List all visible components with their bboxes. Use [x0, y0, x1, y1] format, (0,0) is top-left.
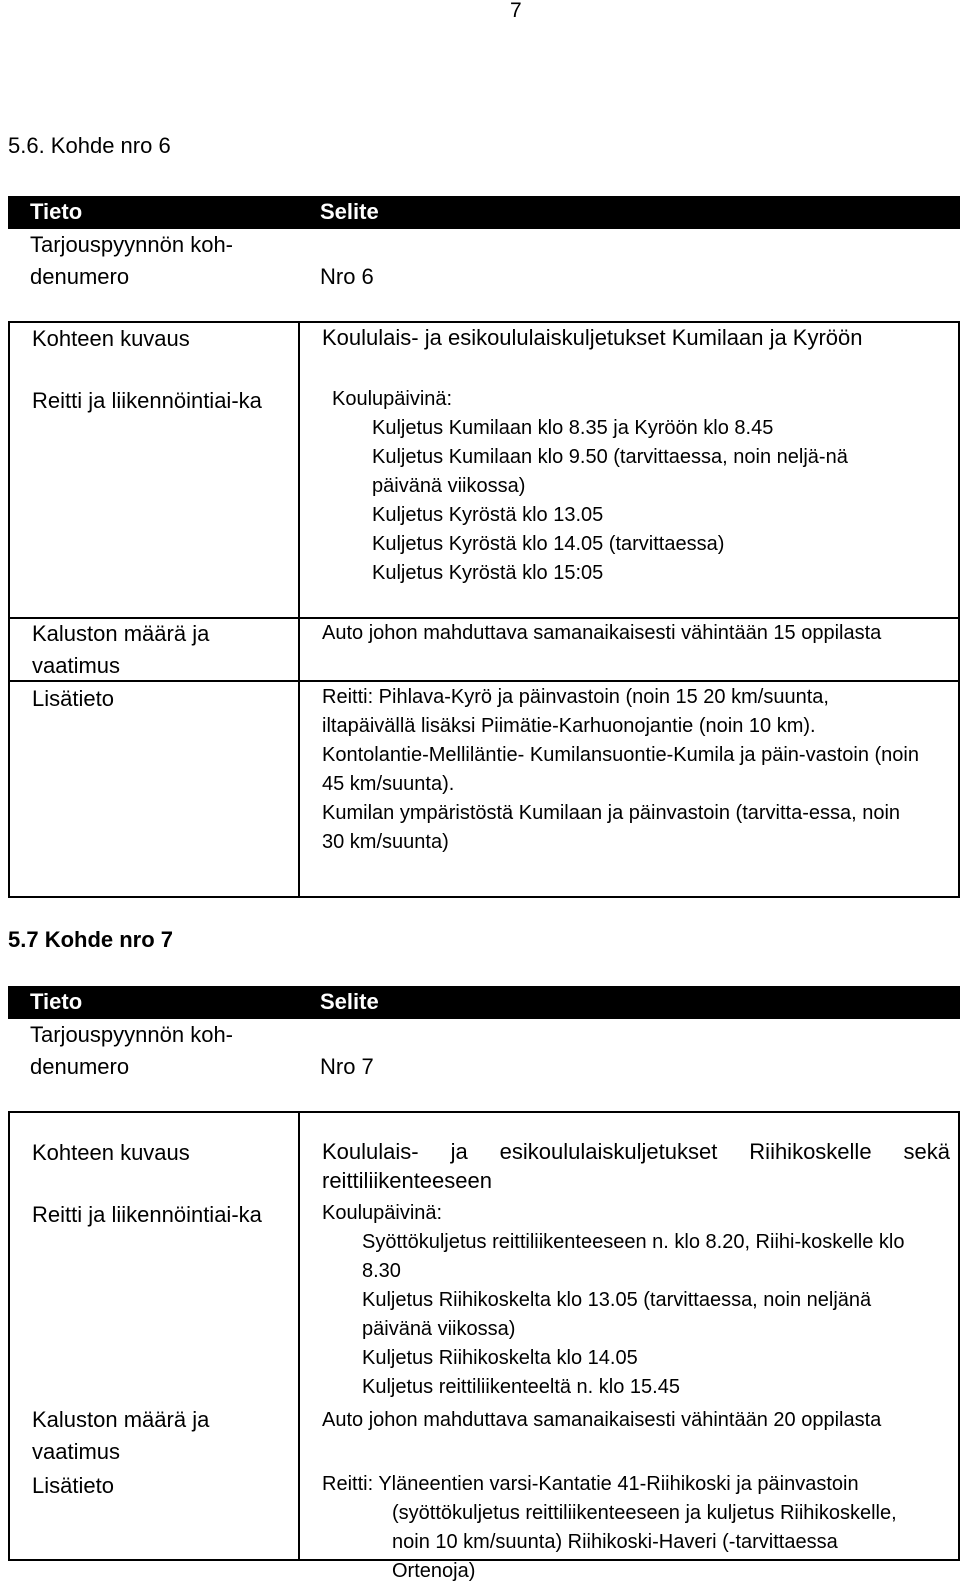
- value-reitti: [332, 385, 932, 588]
- row-tarjouspyynto: [8, 1019, 960, 1111]
- value-kaluston-maara: Auto johon mahduttava samanaikaisesti vähintään 15 oppilasta: [322, 622, 882, 644]
- header-tieto: Tieto: [30, 989, 83, 1014]
- value-kaluston-maara: Auto johon mahduttava samanaikaisesti vähintään 20 oppilasta: [322, 1409, 882, 1431]
- label-kaluston-maara: Kaluston määrä ja vaatimus: [32, 621, 210, 678]
- kuljetus-line: Kuljetus Kyröstä klo 14.05 (tarvittaessa): [372, 533, 725, 555]
- value-kohteen-kuvaus: Koululais- ja esikoululaiskuljetukset Kumilaan ja Kyröön: [322, 325, 863, 350]
- table-body-framed: [8, 1111, 960, 1582]
- value-kohteen-kuvaus: Koululais- ja esikoululaiskuljetukset Riihikoskelle sekä reittiliikenteeseen: [322, 1139, 950, 1193]
- label-reitti: Reitti ja liikennöintiai-ka: [32, 388, 262, 413]
- section-title-kohde-7: 5.7 Kohde nro 7: [8, 927, 174, 952]
- kuljetus-line: Kuljetus Riihikoskelta klo 14.05: [362, 1347, 638, 1369]
- label-lisatieto: Lisätieto: [32, 686, 114, 711]
- page-number: 7: [510, 0, 522, 22]
- section-title-kohde-6: 5.6. Kohde nro 6: [8, 133, 171, 158]
- table-kohde-7: [8, 986, 960, 1582]
- value-nro: Nro 7: [320, 1054, 374, 1079]
- value-nro: Nro 6: [320, 264, 374, 289]
- value-reitti: [322, 1199, 922, 1402]
- lisatieto-paragraph: Kontolantie-Melliläntie- Kumilansuontie-Kumila ja päin-vastoin (noin 45 km/suunta).: [322, 744, 919, 795]
- label-kohteen-kuvaus: Kohteen kuvaus: [32, 1140, 190, 1165]
- label-tarjouspyynto: Tarjouspyynnön koh-denumero: [30, 1022, 234, 1079]
- table-header: [8, 986, 960, 1019]
- label-tarjouspyynto: Tarjouspyynnön koh-denumero: [30, 232, 234, 289]
- kuljetus-line: Kuljetus Kumilaan klo 8.35 ja Kyröön klo 8.45: [372, 417, 774, 439]
- label-lisatieto: Lisätieto: [32, 1473, 114, 1498]
- label-kohteen-kuvaus: Kohteen kuvaus: [32, 326, 190, 351]
- kuljetus-line: Syöttökuljetus reittiliikenteeseen n. klo 8.20, Riihi-koskelle klo 8.30: [362, 1231, 905, 1282]
- value-lisatieto: [322, 683, 922, 857]
- row-tarjouspyynto: [8, 229, 960, 321]
- table-body-framed: [8, 321, 960, 898]
- kuljetus-line: Kuljetus Kyröstä klo 15:05: [372, 562, 604, 584]
- kuljetus-line: Kuljetus Kumilaan klo 9.50 (tarvittaessa, noin neljä-nä päivänä viikossa): [372, 446, 848, 497]
- lisatieto-paragraph: Kumilan ympäristöstä Kumilaan ja päinvastoin (tarvitta-essa, noin 30 km/suunta): [322, 802, 901, 853]
- table-header: [8, 196, 960, 229]
- koulupaivina-label: Koulupäivinä:: [322, 1202, 443, 1224]
- label-kaluston-maara: Kaluston määrä ja vaatimus: [32, 1407, 210, 1464]
- koulupaivina-label: Koulupäivinä:: [332, 388, 453, 410]
- kuljetus-line: Kuljetus reittiliikenteeltä n. klo 15.45: [362, 1376, 680, 1398]
- lisatieto-paragraph: Reitti: Yläneentien varsi-Kantatie 41-Riihikoski ja päinvastoin (syöttökuljetus reittiliikenteeseen ja kuljetus Riihikoskelle, noin 10 km/suunta) Riihikoski-Haveri (-tarvittaessa Ortenoja): [322, 1473, 897, 1582]
- label-reitti: Reitti ja liikennöintiai-ka: [32, 1202, 262, 1227]
- table-kohde-6: [8, 196, 960, 898]
- header-tieto: Tieto: [30, 199, 83, 224]
- header-selite: Selite: [320, 989, 379, 1014]
- value-lisatieto: [322, 1470, 902, 1586]
- kuljetus-line: Kuljetus Riihikoskelta klo 13.05 (tarvittaessa, noin neljänä päivänä viikossa): [362, 1289, 872, 1340]
- header-selite: Selite: [320, 199, 379, 224]
- kuljetus-line: Kuljetus Kyröstä klo 13.05: [372, 504, 604, 526]
- lisatieto-paragraph: Reitti: Pihlava-Kyrö ja päinvastoin (noin 15 20 km/suunta, iltapäivällä lisäksi Piimätie-Karhuonojantie (noin 10 km).: [322, 686, 829, 737]
